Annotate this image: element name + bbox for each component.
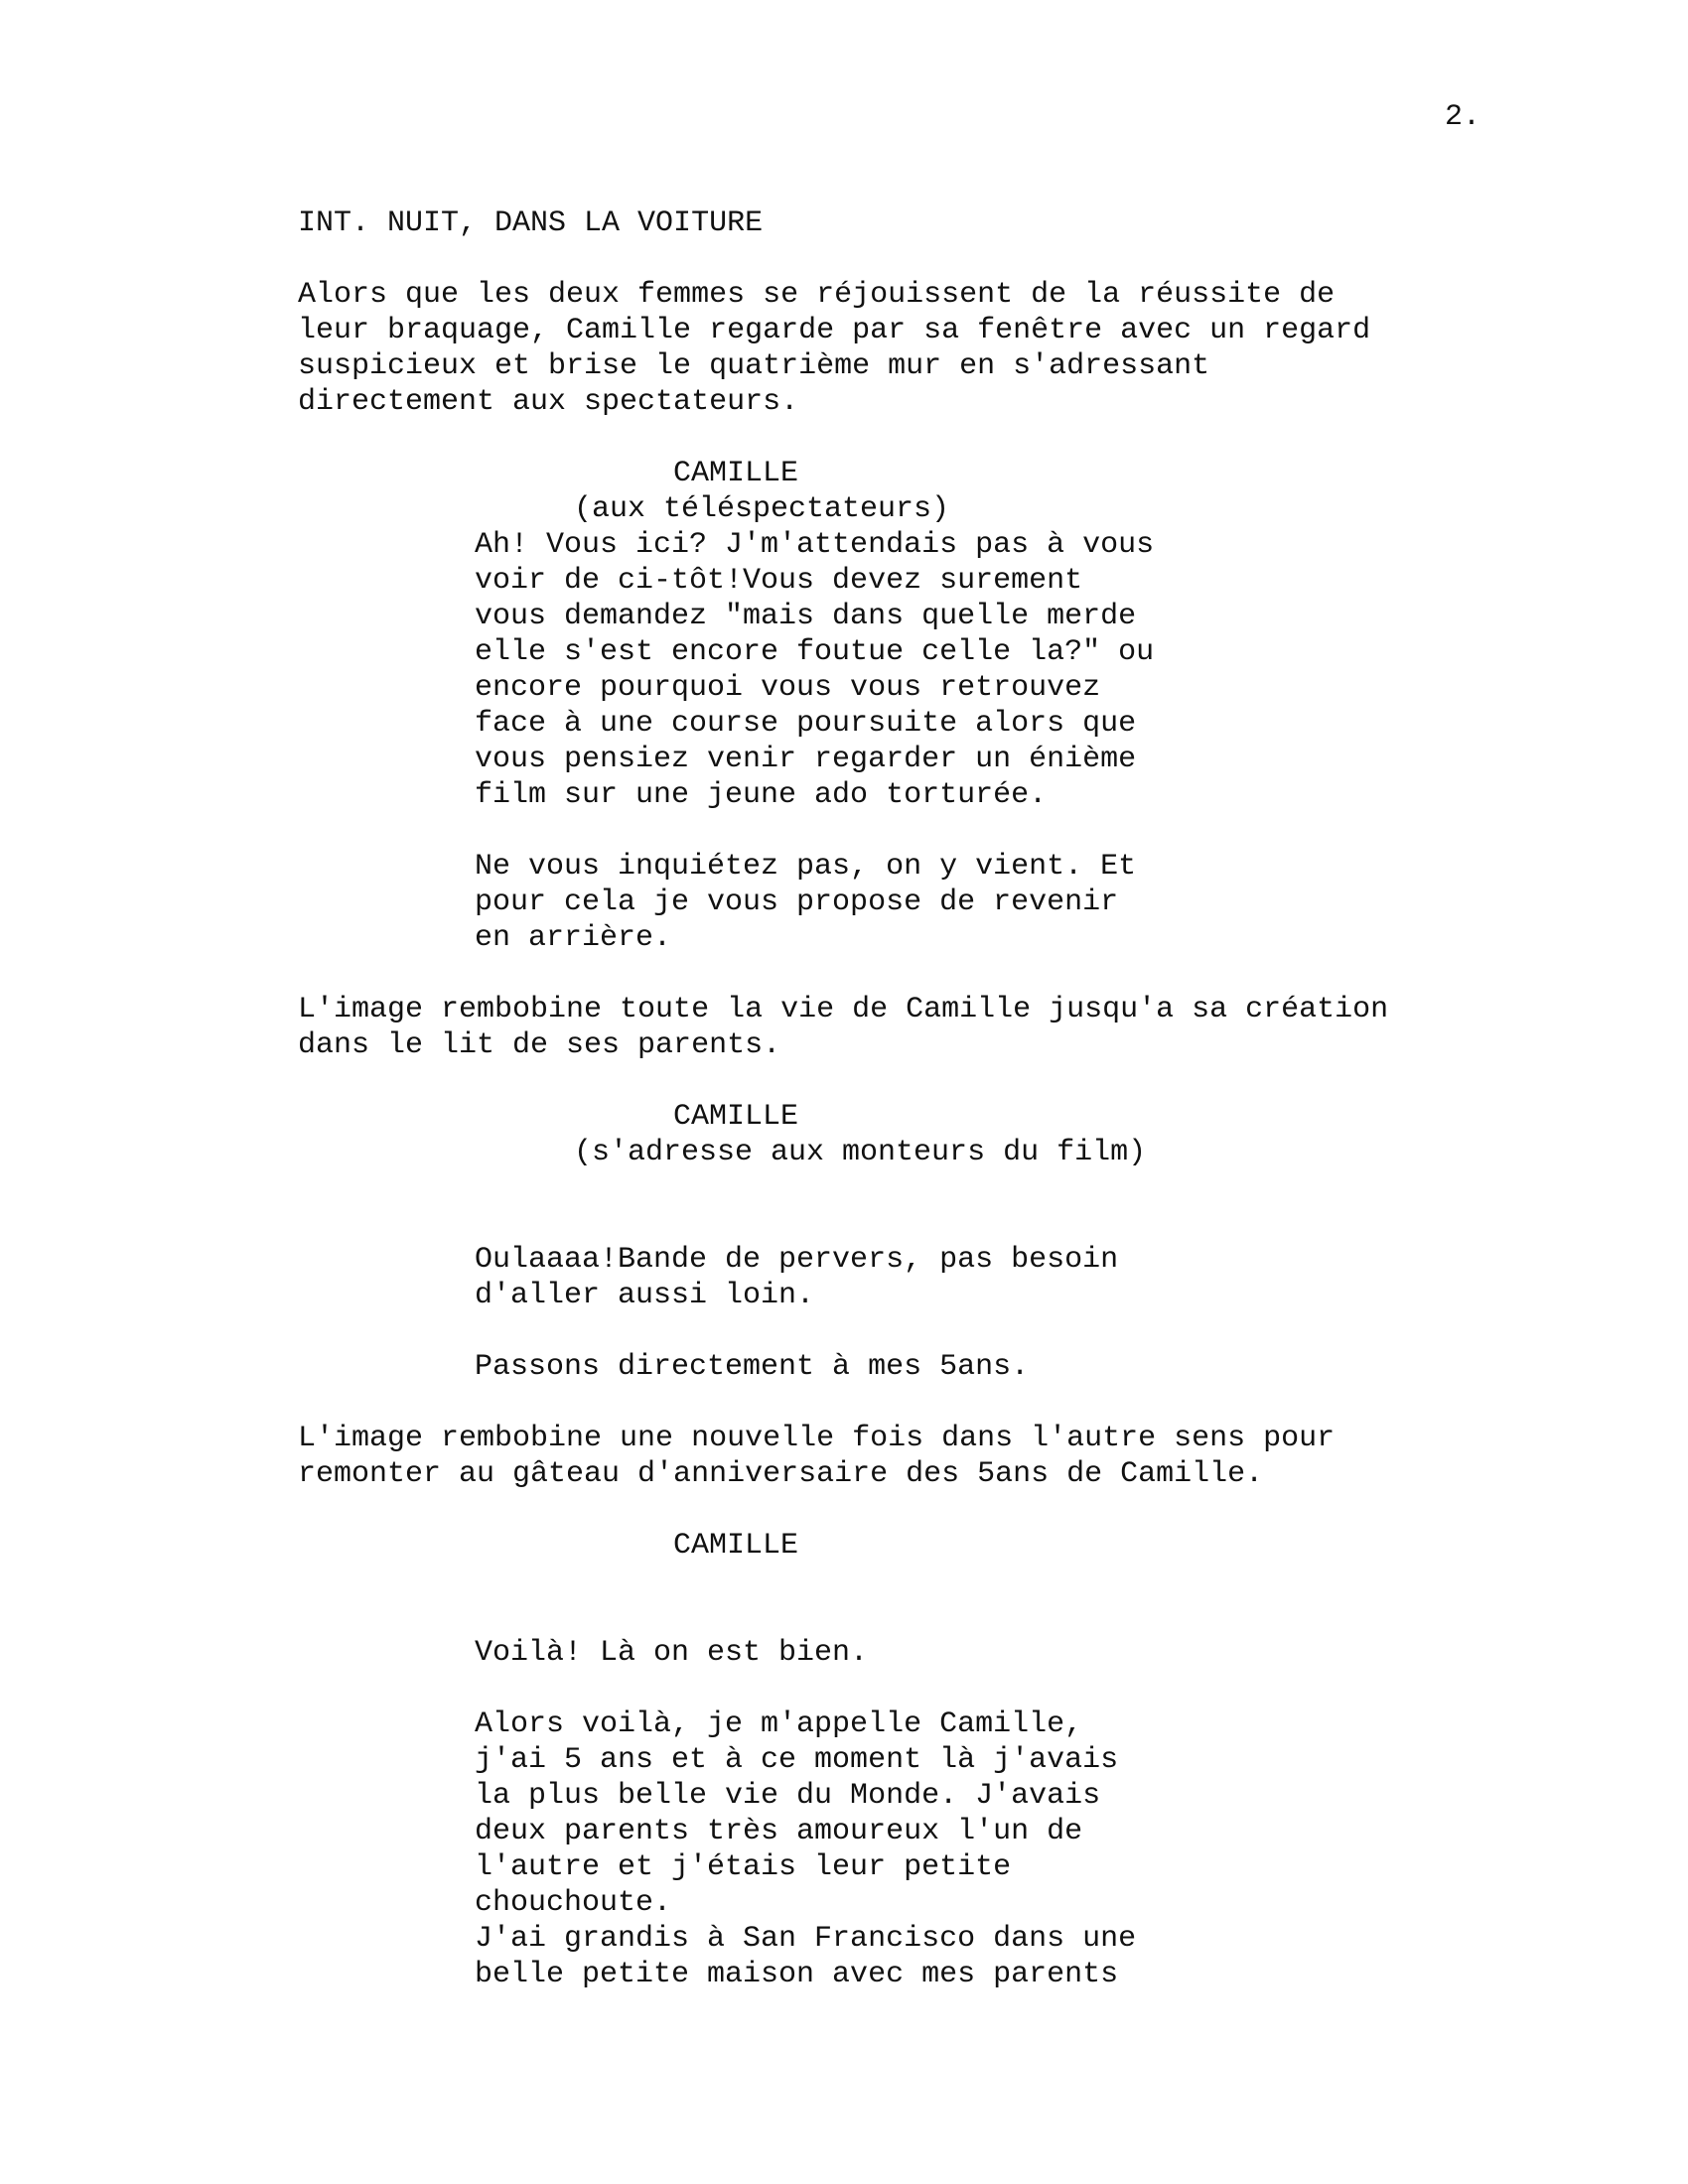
action-line: dans le lit de ses parents. xyxy=(298,1028,781,1062)
dialogue-line: elle s'est encore foutue celle la?" ou xyxy=(475,635,1155,669)
dialogue-line: chouchoute. xyxy=(475,1886,672,1920)
action-line: remonter au gâteau d'anniversaire des 5ans de Camille. xyxy=(298,1457,1264,1491)
scene-heading: INT. NUIT, DANS LA VOITURE xyxy=(298,206,764,240)
page-number: 2. xyxy=(1445,100,1481,134)
dialogue-line: J'ai grandis à San Francisco dans une xyxy=(475,1922,1137,1956)
dialogue-line: j'ai 5 ans et à ce moment là j'avais xyxy=(475,1743,1119,1777)
dialogue-line: deux parents très amoureux l'un de xyxy=(475,1815,1083,1848)
dialogue-line: Ne vous inquiétez pas, on y vient. Et xyxy=(475,850,1137,884)
parenthetical: (s'adresse aux monteurs du film) xyxy=(574,1136,1147,1169)
dialogue-line: pour cela je vous propose de revenir xyxy=(475,886,1119,919)
dialogue-line: en arrière. xyxy=(475,921,672,955)
dialogue-line: Ah! Vous ici? J'm'attendais pas à vous xyxy=(475,528,1155,562)
parenthetical: (aux téléspectateurs) xyxy=(574,492,950,526)
action-line: leur braquage, Camille regarde par sa fenêtre avec un regard xyxy=(298,314,1371,347)
dialogue-line: Alors voilà, je m'appelle Camille, xyxy=(475,1707,1083,1741)
dialogue-line: voir de ci-tôt!Vous devez surement xyxy=(475,564,1083,598)
dialogue-line: Passons directement à mes 5ans. xyxy=(475,1350,1030,1384)
dialogue-line: Voilà! Là on est bien. xyxy=(475,1636,869,1670)
dialogue-line: film sur une jeune ado torturée. xyxy=(475,778,1048,812)
dialogue-line: belle petite maison avec mes parents xyxy=(475,1958,1119,1991)
character-name: CAMILLE xyxy=(673,1529,799,1563)
dialogue-line: vous demandez "mais dans quelle merde xyxy=(475,600,1137,633)
dialogue-line: vous pensiez venir regarder un énième xyxy=(475,743,1137,776)
character-name: CAMILLE xyxy=(673,457,799,490)
dialogue-line: l'autre et j'étais leur petite xyxy=(475,1850,1012,1884)
dialogue-line: face à une course poursuite alors que xyxy=(475,707,1137,741)
dialogue-line: d'aller aussi loin. xyxy=(475,1279,815,1312)
dialogue-line: Oulaaaa!Bande de pervers, pas besoin xyxy=(475,1243,1119,1277)
action-line: L'image rembobine toute la vie de Camille jusqu'a sa création xyxy=(298,993,1389,1026)
dialogue-line: encore pourquoi vous vous retrouvez xyxy=(475,671,1101,705)
action-line: Alors que les deux femmes se réjouissent de la réussite de xyxy=(298,278,1336,312)
character-name: CAMILLE xyxy=(673,1100,799,1134)
action-line: L'image rembobine une nouvelle fois dans l'autre sens pour xyxy=(298,1422,1336,1455)
dialogue-line: la plus belle vie du Monde. J'avais xyxy=(475,1779,1101,1813)
action-line: directement aux spectateurs. xyxy=(298,385,799,419)
action-line: suspicieux et brise le quatrième mur en s'adressant xyxy=(298,349,1210,383)
